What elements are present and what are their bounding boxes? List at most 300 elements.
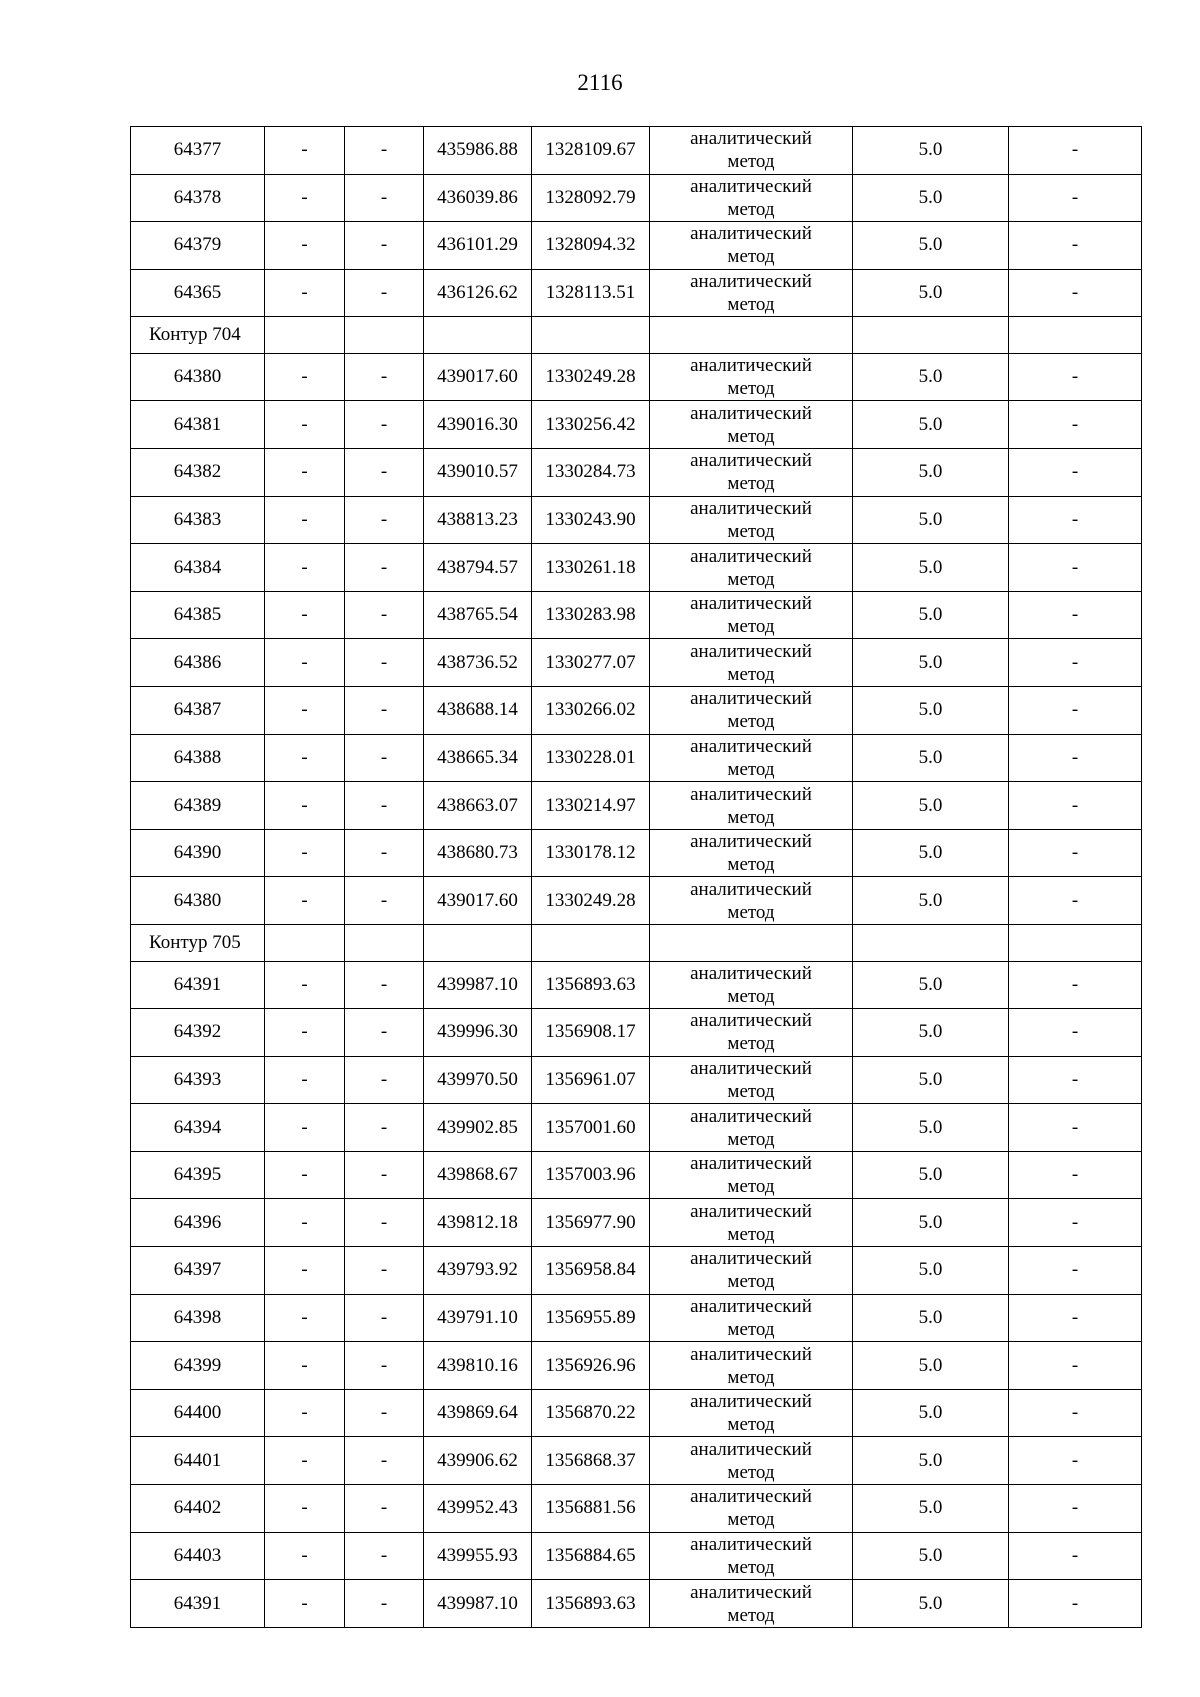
dash-cell: -: [345, 1247, 424, 1295]
table-row: [131, 1151, 1142, 1199]
method-text: метод: [727, 378, 775, 400]
dash-cell: -: [345, 639, 424, 687]
method-text: метод: [727, 1509, 775, 1531]
dash-cell: -: [265, 174, 345, 222]
dash-cell: -: [265, 496, 345, 544]
accuracy-cell: 5.0: [853, 1294, 1009, 1342]
method-text: метод: [727, 1604, 775, 1626]
dash-cell: -: [345, 401, 424, 449]
method-cell: [650, 829, 853, 877]
table-row: [131, 1532, 1142, 1580]
method-cell: [650, 1104, 853, 1152]
table-row: [131, 222, 1142, 270]
table-row: [131, 1056, 1142, 1104]
y-coordinate-cell: 1330261.18: [532, 544, 650, 592]
method-cell: [650, 353, 853, 401]
dash-cell: -: [265, 1485, 345, 1533]
dash-cell: -: [345, 1009, 424, 1057]
table-row: [131, 1009, 1142, 1057]
dash-cell: -: [345, 1580, 424, 1628]
x-coordinate-cell: 439952.43: [424, 1485, 532, 1533]
y-coordinate-cell: 1330178.12: [532, 829, 650, 877]
empty-cell: [345, 925, 424, 962]
y-coordinate-cell: 1356870.22: [532, 1389, 650, 1437]
accuracy-cell: 5.0: [853, 1389, 1009, 1437]
method-text: аналитический: [690, 223, 812, 245]
note-cell: -: [1009, 127, 1142, 175]
point-id-cell: 64391: [131, 1580, 265, 1628]
x-coordinate-cell: 439906.62: [424, 1437, 532, 1485]
method-text: аналитический: [690, 1248, 812, 1270]
note-cell: -: [1009, 401, 1142, 449]
x-coordinate-cell: 439869.64: [424, 1389, 532, 1437]
dash-cell: -: [345, 1294, 424, 1342]
y-coordinate-cell: 1330214.97: [532, 782, 650, 830]
x-coordinate-cell: 439868.67: [424, 1151, 532, 1199]
dash-cell: -: [265, 961, 345, 1009]
dash-cell: -: [345, 1485, 424, 1533]
note-cell: -: [1009, 449, 1142, 497]
accuracy-cell: 5.0: [853, 544, 1009, 592]
point-id-cell: 64401: [131, 1437, 265, 1485]
y-coordinate-cell: 1356868.37: [532, 1437, 650, 1485]
y-coordinate-cell: 1356908.17: [532, 1009, 650, 1057]
y-coordinate-cell: 1356961.07: [532, 1056, 650, 1104]
method-text: аналитический: [690, 1581, 812, 1603]
method-text: аналитический: [690, 1391, 812, 1413]
table-row: [131, 269, 1142, 317]
x-coordinate-cell: 438680.73: [424, 829, 532, 877]
dash-cell: -: [345, 877, 424, 925]
x-coordinate-cell: 438736.52: [424, 639, 532, 687]
empty-cell: [532, 925, 650, 962]
x-coordinate-cell: 438813.23: [424, 496, 532, 544]
y-coordinate-cell: 1356958.84: [532, 1247, 650, 1295]
method-text: метод: [727, 854, 775, 876]
table-row: [131, 1485, 1142, 1533]
method-cell: [650, 1342, 853, 1390]
dash-cell: -: [345, 127, 424, 175]
y-coordinate-cell: 1330249.28: [532, 877, 650, 925]
accuracy-cell: 5.0: [853, 127, 1009, 175]
point-id-cell: 64383: [131, 496, 265, 544]
dash-cell: -: [345, 174, 424, 222]
accuracy-cell: 5.0: [853, 496, 1009, 544]
empty-cell: [424, 317, 532, 354]
coordinates-table: [130, 126, 1142, 1628]
method-cell: [650, 174, 853, 222]
method-cell: [650, 734, 853, 782]
x-coordinate-cell: 439010.57: [424, 449, 532, 497]
x-coordinate-cell: 439902.85: [424, 1104, 532, 1152]
method-text: аналитический: [690, 175, 812, 197]
dash-cell: -: [265, 877, 345, 925]
table-row: [131, 1199, 1142, 1247]
dash-cell: -: [265, 1151, 345, 1199]
point-id-cell: 64388: [131, 734, 265, 782]
x-coordinate-cell: 438663.07: [424, 782, 532, 830]
method-text: метод: [727, 1461, 775, 1483]
method-cell: [650, 449, 853, 497]
dash-cell: -: [345, 734, 424, 782]
method-cell: [650, 1485, 853, 1533]
method-cell: [650, 1199, 853, 1247]
method-cell: [650, 222, 853, 270]
method-cell: [650, 1009, 853, 1057]
method-text: метод: [727, 711, 775, 733]
accuracy-cell: 5.0: [853, 1199, 1009, 1247]
point-id-cell: 64400: [131, 1389, 265, 1437]
method-text: аналитический: [690, 271, 812, 293]
dash-cell: -: [345, 544, 424, 592]
method-text: метод: [727, 663, 775, 685]
x-coordinate-cell: 439812.18: [424, 1199, 532, 1247]
table-body: [131, 127, 1142, 1628]
note-cell: -: [1009, 496, 1142, 544]
point-id-cell: 64390: [131, 829, 265, 877]
point-id-cell: 64385: [131, 591, 265, 639]
method-text: аналитический: [690, 688, 812, 710]
dash-cell: -: [265, 1247, 345, 1295]
note-cell: -: [1009, 639, 1142, 687]
method-cell: [650, 639, 853, 687]
note-cell: -: [1009, 1389, 1142, 1437]
point-id-cell: 64380: [131, 877, 265, 925]
method-text: метод: [727, 246, 775, 268]
method-cell: [650, 1437, 853, 1485]
dash-cell: -: [265, 449, 345, 497]
y-coordinate-cell: 1328092.79: [532, 174, 650, 222]
method-text: аналитический: [690, 545, 812, 567]
point-id-cell: 64386: [131, 639, 265, 687]
dash-cell: -: [265, 1342, 345, 1390]
x-coordinate-cell: 439970.50: [424, 1056, 532, 1104]
point-id-cell: 64396: [131, 1199, 265, 1247]
dash-cell: -: [265, 1532, 345, 1580]
method-text: метод: [727, 1176, 775, 1198]
empty-cell: [1009, 317, 1142, 354]
x-coordinate-cell: 439955.93: [424, 1532, 532, 1580]
method-cell: [650, 1247, 853, 1295]
method-text: метод: [727, 758, 775, 780]
table-row: [131, 544, 1142, 592]
x-coordinate-cell: 439793.92: [424, 1247, 532, 1295]
accuracy-cell: 5.0: [853, 639, 1009, 687]
dash-cell: -: [345, 687, 424, 735]
point-id-cell: 64381: [131, 401, 265, 449]
dash-cell: -: [265, 1580, 345, 1628]
table-row: [131, 127, 1142, 175]
y-coordinate-cell: 1357003.96: [532, 1151, 650, 1199]
note-cell: -: [1009, 544, 1142, 592]
y-coordinate-cell: 1328094.32: [532, 222, 650, 270]
method-text: аналитический: [690, 128, 812, 150]
contour-label: Контур 705: [131, 925, 265, 962]
dash-cell: -: [265, 1294, 345, 1342]
point-id-cell: 64403: [131, 1532, 265, 1580]
empty-cell: [1009, 925, 1142, 962]
dash-cell: -: [265, 544, 345, 592]
point-id-cell: 64379: [131, 222, 265, 270]
empty-cell: [650, 317, 853, 354]
dash-cell: -: [345, 1532, 424, 1580]
method-text: метод: [727, 1223, 775, 1245]
method-text: аналитический: [690, 497, 812, 519]
table-row: [131, 496, 1142, 544]
method-text: аналитический: [690, 1010, 812, 1032]
table-row: [131, 1104, 1142, 1152]
dash-cell: -: [345, 269, 424, 317]
dash-cell: -: [265, 353, 345, 401]
method-text: метод: [727, 151, 775, 173]
y-coordinate-cell: 1356884.65: [532, 1532, 650, 1580]
y-coordinate-cell: 1356881.56: [532, 1485, 650, 1533]
dash-cell: -: [265, 639, 345, 687]
y-coordinate-cell: 1330266.02: [532, 687, 650, 735]
table-row: [131, 734, 1142, 782]
method-text: аналитический: [690, 1200, 812, 1222]
method-cell: [650, 269, 853, 317]
method-text: метод: [727, 1271, 775, 1293]
table-row: [131, 1580, 1142, 1628]
point-id-cell: 64399: [131, 1342, 265, 1390]
method-text: аналитический: [690, 878, 812, 900]
dash-cell: -: [345, 1342, 424, 1390]
point-id-cell: 64378: [131, 174, 265, 222]
note-cell: -: [1009, 1056, 1142, 1104]
point-id-cell: 64393: [131, 1056, 265, 1104]
note-cell: -: [1009, 1199, 1142, 1247]
method-text: аналитический: [690, 1153, 812, 1175]
accuracy-cell: 5.0: [853, 222, 1009, 270]
dash-cell: -: [345, 961, 424, 1009]
point-id-cell: 64365: [131, 269, 265, 317]
dash-cell: -: [265, 687, 345, 735]
accuracy-cell: 5.0: [853, 174, 1009, 222]
note-cell: -: [1009, 1151, 1142, 1199]
accuracy-cell: 5.0: [853, 1247, 1009, 1295]
empty-cell: [853, 317, 1009, 354]
note-cell: -: [1009, 1532, 1142, 1580]
table-row: [131, 1342, 1142, 1390]
dash-cell: -: [265, 829, 345, 877]
y-coordinate-cell: 1330283.98: [532, 591, 650, 639]
accuracy-cell: 5.0: [853, 687, 1009, 735]
dash-cell: -: [265, 401, 345, 449]
y-coordinate-cell: 1330249.28: [532, 353, 650, 401]
method-cell: [650, 687, 853, 735]
note-cell: -: [1009, 1437, 1142, 1485]
method-text: метод: [727, 1556, 775, 1578]
x-coordinate-cell: 439017.60: [424, 353, 532, 401]
method-text: метод: [727, 806, 775, 828]
dash-cell: -: [345, 829, 424, 877]
y-coordinate-cell: 1356893.63: [532, 961, 650, 1009]
table-row: [131, 687, 1142, 735]
y-coordinate-cell: 1330277.07: [532, 639, 650, 687]
contour-label: Контур 704: [131, 317, 265, 354]
x-coordinate-cell: 439987.10: [424, 961, 532, 1009]
dash-cell: -: [345, 1437, 424, 1485]
method-text: метод: [727, 1366, 775, 1388]
note-cell: -: [1009, 877, 1142, 925]
x-coordinate-cell: 439810.16: [424, 1342, 532, 1390]
method-cell: [650, 1294, 853, 1342]
point-id-cell: 64398: [131, 1294, 265, 1342]
accuracy-cell: 5.0: [853, 829, 1009, 877]
method-text: аналитический: [690, 962, 812, 984]
empty-cell: [532, 317, 650, 354]
dash-cell: -: [265, 782, 345, 830]
method-cell: [650, 961, 853, 1009]
method-text: метод: [727, 1033, 775, 1055]
accuracy-cell: 5.0: [853, 1009, 1009, 1057]
accuracy-cell: 5.0: [853, 782, 1009, 830]
method-text: метод: [727, 294, 775, 316]
dash-cell: -: [345, 222, 424, 270]
accuracy-cell: 5.0: [853, 1580, 1009, 1628]
method-text: метод: [727, 1080, 775, 1102]
point-id-cell: 64387: [131, 687, 265, 735]
method-cell: [650, 782, 853, 830]
x-coordinate-cell: 438765.54: [424, 591, 532, 639]
accuracy-cell: 5.0: [853, 1056, 1009, 1104]
method-cell: [650, 1056, 853, 1104]
method-text: аналитический: [690, 1343, 812, 1365]
method-text: аналитический: [690, 1057, 812, 1079]
note-cell: -: [1009, 1342, 1142, 1390]
note-cell: -: [1009, 1580, 1142, 1628]
method-text: аналитический: [690, 783, 812, 805]
note-cell: -: [1009, 1247, 1142, 1295]
point-id-cell: 64402: [131, 1485, 265, 1533]
accuracy-cell: 5.0: [853, 961, 1009, 1009]
method-text: аналитический: [690, 450, 812, 472]
y-coordinate-cell: 1328113.51: [532, 269, 650, 317]
table-row: [131, 1294, 1142, 1342]
page-number: 2116: [577, 70, 623, 95]
dash-cell: -: [265, 1199, 345, 1247]
y-coordinate-cell: 1330284.73: [532, 449, 650, 497]
note-cell: -: [1009, 591, 1142, 639]
accuracy-cell: 5.0: [853, 734, 1009, 782]
method-text: аналитический: [690, 735, 812, 757]
point-id-cell: 64395: [131, 1151, 265, 1199]
dash-cell: -: [265, 1104, 345, 1152]
dash-cell: -: [265, 1437, 345, 1485]
method-text: аналитический: [690, 593, 812, 615]
dash-cell: -: [345, 1389, 424, 1437]
method-cell: [650, 591, 853, 639]
method-text: аналитический: [690, 1486, 812, 1508]
table-row: [131, 449, 1142, 497]
x-coordinate-cell: 439987.10: [424, 1580, 532, 1628]
x-coordinate-cell: 439017.60: [424, 877, 532, 925]
note-cell: -: [1009, 353, 1142, 401]
dash-cell: -: [345, 353, 424, 401]
note-cell: -: [1009, 782, 1142, 830]
point-id-cell: 64377: [131, 127, 265, 175]
x-coordinate-cell: 436126.62: [424, 269, 532, 317]
y-coordinate-cell: 1356926.96: [532, 1342, 650, 1390]
dash-cell: -: [265, 127, 345, 175]
note-cell: -: [1009, 174, 1142, 222]
method-text: аналитический: [690, 402, 812, 424]
method-cell: [650, 496, 853, 544]
method-text: аналитический: [690, 640, 812, 662]
accuracy-cell: 5.0: [853, 1485, 1009, 1533]
accuracy-cell: 5.0: [853, 1532, 1009, 1580]
table-row: [131, 174, 1142, 222]
accuracy-cell: 5.0: [853, 353, 1009, 401]
table-row: [131, 1437, 1142, 1485]
contour-row: [131, 925, 1142, 962]
method-text: метод: [727, 1414, 775, 1436]
note-cell: -: [1009, 829, 1142, 877]
method-cell: [650, 127, 853, 175]
x-coordinate-cell: 439791.10: [424, 1294, 532, 1342]
point-id-cell: 64397: [131, 1247, 265, 1295]
accuracy-cell: 5.0: [853, 1342, 1009, 1390]
method-text: метод: [727, 473, 775, 495]
dash-cell: -: [265, 1389, 345, 1437]
x-coordinate-cell: 438688.14: [424, 687, 532, 735]
accuracy-cell: 5.0: [853, 449, 1009, 497]
table-row: [131, 1247, 1142, 1295]
method-text: аналитический: [690, 831, 812, 853]
x-coordinate-cell: 435986.88: [424, 127, 532, 175]
empty-cell: [650, 925, 853, 962]
point-id-cell: 64382: [131, 449, 265, 497]
method-text: метод: [727, 568, 775, 590]
method-cell: [650, 1151, 853, 1199]
dash-cell: -: [345, 1104, 424, 1152]
dash-cell: -: [265, 1056, 345, 1104]
method-cell: [650, 1580, 853, 1628]
method-cell: [650, 1532, 853, 1580]
note-cell: -: [1009, 1104, 1142, 1152]
accuracy-cell: 5.0: [853, 1437, 1009, 1485]
dash-cell: -: [345, 449, 424, 497]
table-row: [131, 353, 1142, 401]
accuracy-cell: 5.0: [853, 877, 1009, 925]
dash-cell: -: [265, 269, 345, 317]
method-cell: [650, 544, 853, 592]
dash-cell: -: [345, 1056, 424, 1104]
method-text: аналитический: [690, 355, 812, 377]
note-cell: -: [1009, 961, 1142, 1009]
method-text: метод: [727, 1318, 775, 1340]
method-text: метод: [727, 425, 775, 447]
dash-cell: -: [265, 1009, 345, 1057]
accuracy-cell: 5.0: [853, 269, 1009, 317]
point-id-cell: 64394: [131, 1104, 265, 1152]
table-row: [131, 829, 1142, 877]
dash-cell: -: [345, 782, 424, 830]
x-coordinate-cell: 438665.34: [424, 734, 532, 782]
accuracy-cell: 5.0: [853, 591, 1009, 639]
method-text: метод: [727, 1128, 775, 1150]
note-cell: -: [1009, 222, 1142, 270]
accuracy-cell: 5.0: [853, 1104, 1009, 1152]
point-id-cell: 64380: [131, 353, 265, 401]
note-cell: -: [1009, 1294, 1142, 1342]
empty-cell: [424, 925, 532, 962]
dash-cell: -: [345, 1151, 424, 1199]
point-id-cell: 64392: [131, 1009, 265, 1057]
empty-cell: [853, 925, 1009, 962]
table-row: [131, 782, 1142, 830]
